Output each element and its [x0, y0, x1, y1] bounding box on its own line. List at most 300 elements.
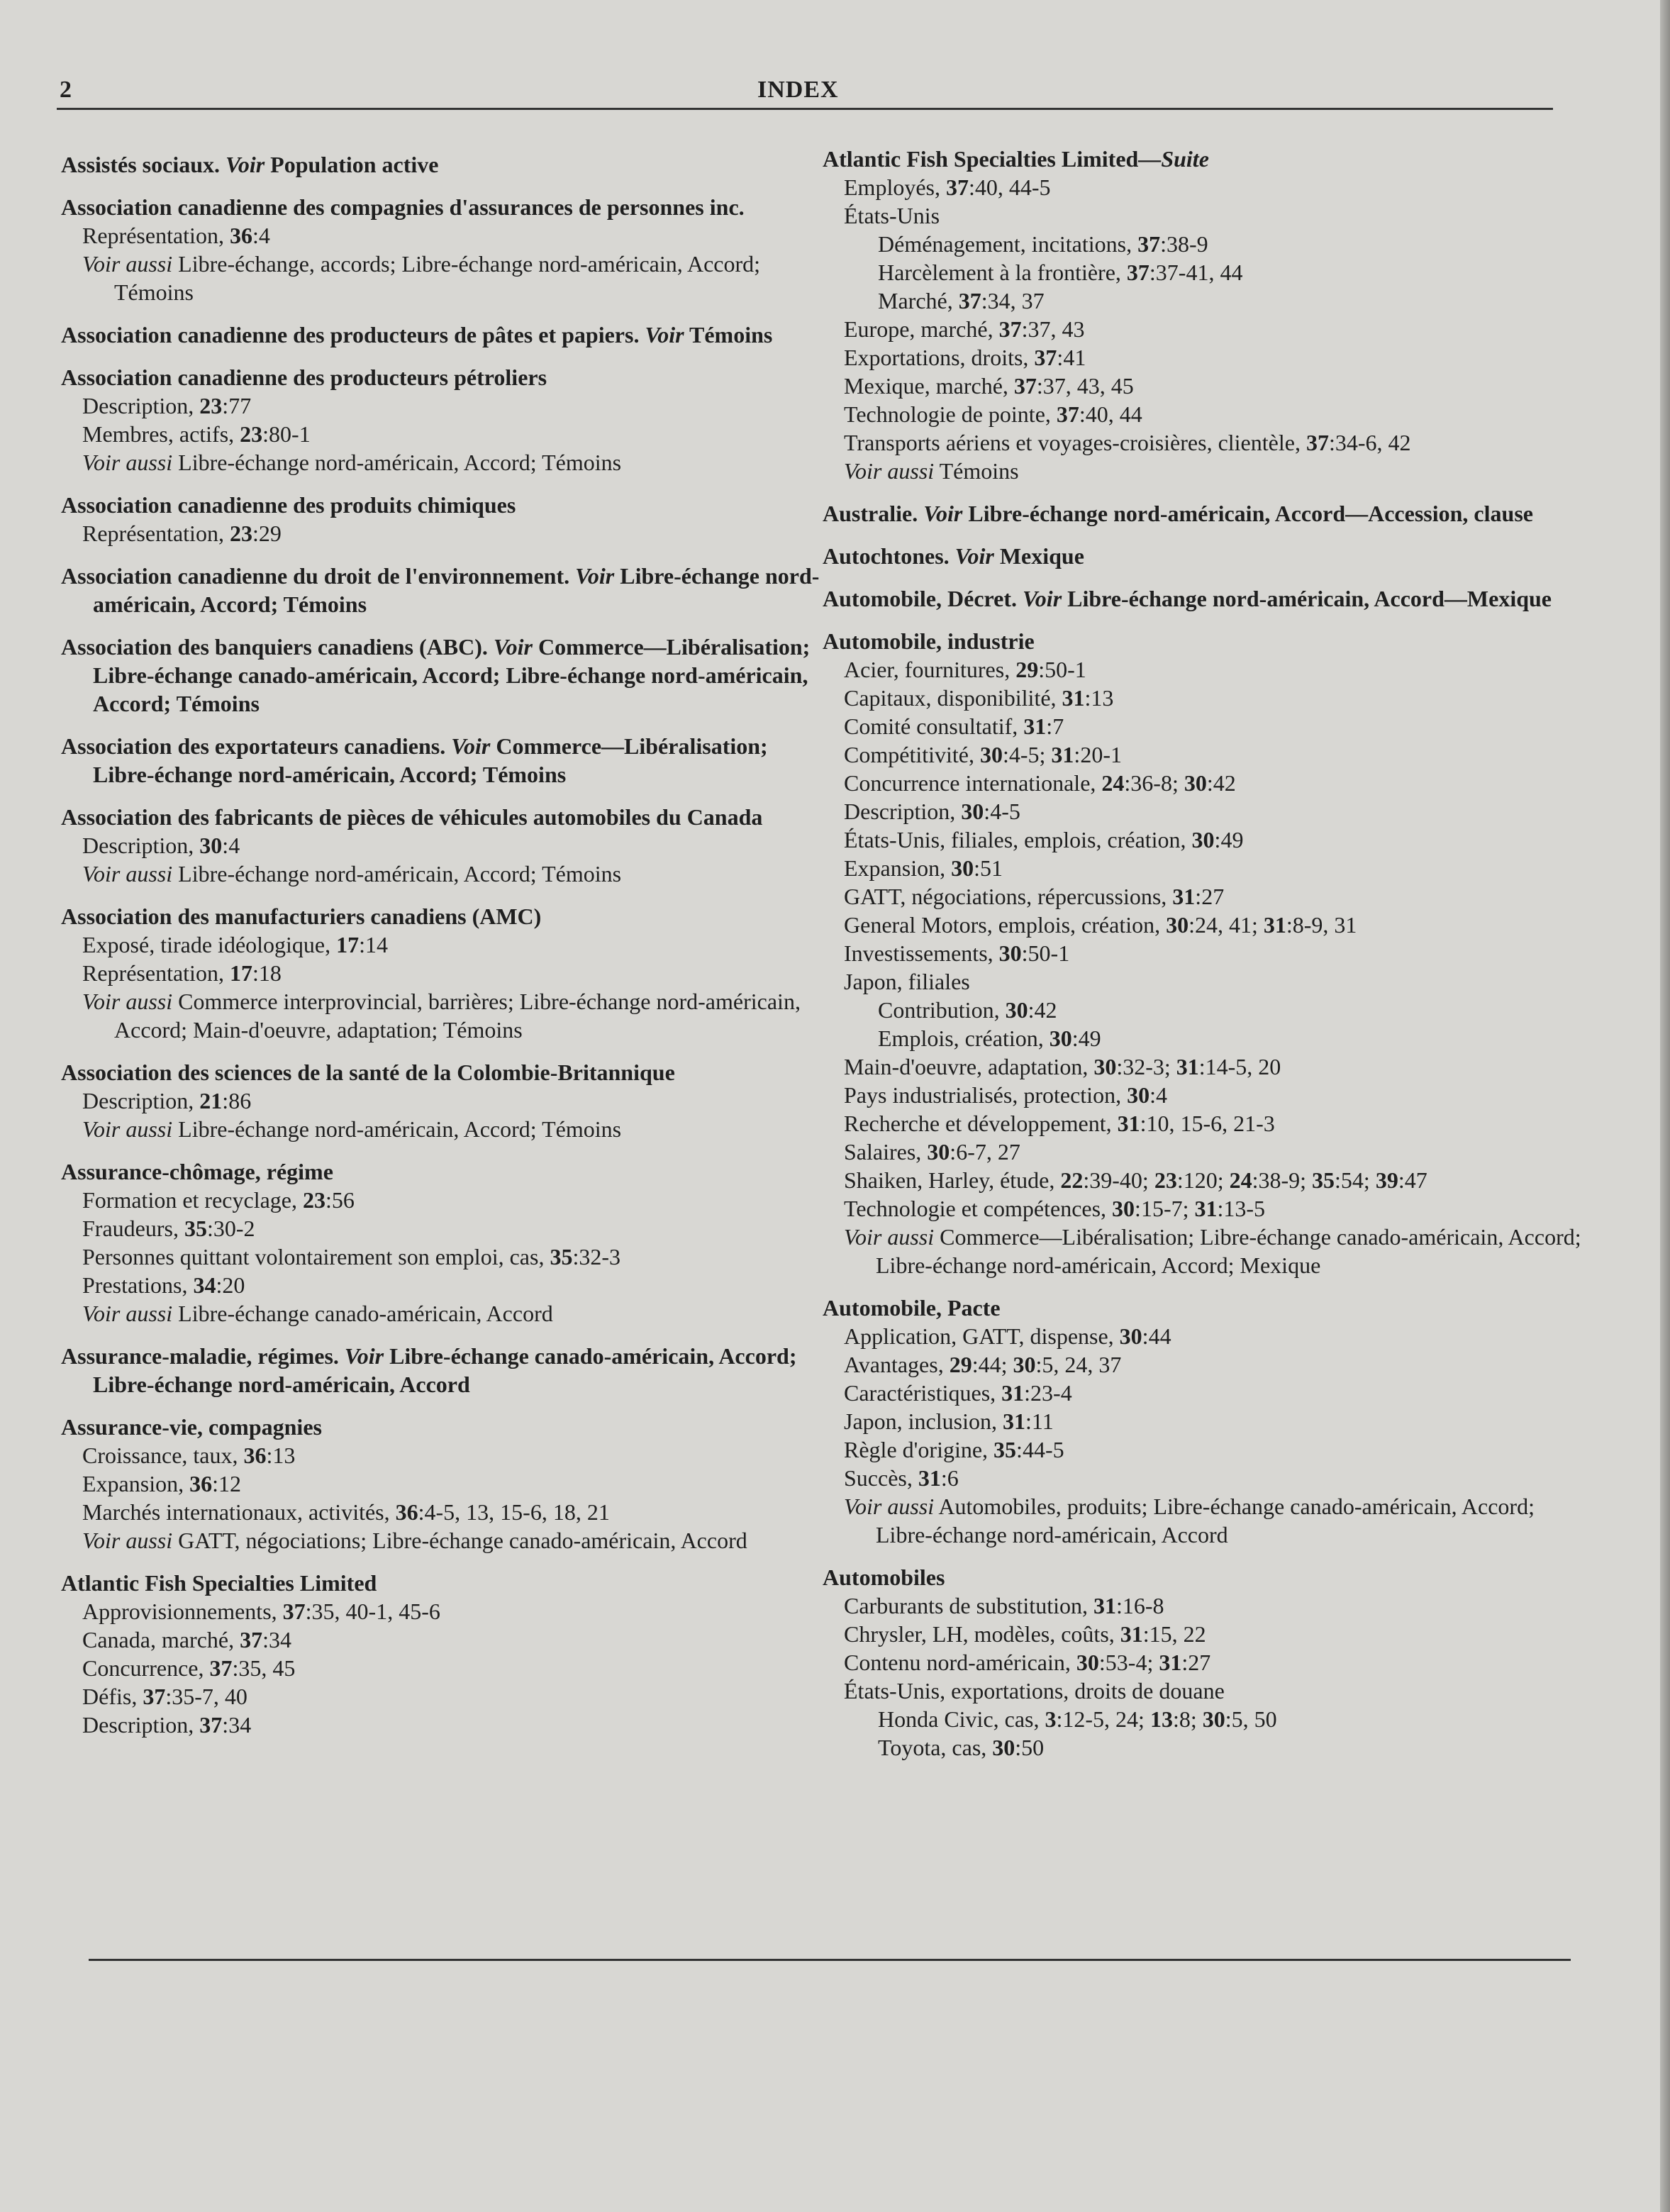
text-run: :80-1	[262, 421, 311, 447]
text-run: 23	[1154, 1167, 1177, 1193]
text-run: :47	[1398, 1167, 1427, 1193]
text-run: :27	[1195, 884, 1225, 909]
text-run: Acier, fournitures,	[844, 657, 1016, 682]
text-run: 23	[302, 1187, 325, 1213]
text-run: :20-1	[1074, 742, 1122, 767]
text-run: :50-1	[1038, 657, 1086, 682]
entry-subheading	[823, 1677, 1581, 1705]
text-run: :50-1	[1021, 940, 1070, 966]
entry-heading	[61, 1157, 823, 1186]
text-run: 35	[993, 1437, 1017, 1462]
text-run: Voir aussi	[82, 450, 173, 475]
text-run: Défis,	[82, 1684, 143, 1709]
entry-subheading	[61, 1214, 823, 1243]
text-run: Contribution,	[878, 997, 1006, 1023]
text-run: :29	[252, 521, 282, 546]
entry-heading	[823, 145, 1581, 173]
text-run: :77	[222, 393, 252, 418]
page-number: 2	[60, 77, 72, 103]
entry-subheading	[61, 1711, 823, 1739]
text-run: 31	[918, 1465, 941, 1491]
text-run: Japon, inclusion,	[844, 1408, 1003, 1434]
text-run: :35, 45	[232, 1655, 296, 1681]
entry-subsubheading	[857, 996, 1581, 1024]
text-run: 37	[1034, 345, 1057, 370]
text-run: 37	[1306, 430, 1329, 455]
text-run: :7	[1046, 713, 1064, 739]
entry-subsubheading	[857, 258, 1581, 287]
text-run: 37	[945, 174, 969, 200]
text-run: Voir	[1023, 586, 1062, 611]
text-run: Automobile, Décret.	[823, 586, 1023, 611]
text-run: 31	[1002, 1408, 1025, 1434]
entry-subheading	[61, 1243, 823, 1271]
text-run: Voir aussi	[82, 989, 173, 1014]
entry-subheading	[823, 655, 1581, 684]
entry-subheading	[823, 343, 1581, 372]
text-run: :37, 43	[1021, 316, 1085, 342]
text-run: 30	[1166, 912, 1189, 938]
text-run: Voir aussi	[844, 1224, 935, 1250]
text-run: 31	[1062, 685, 1085, 711]
text-run: 36	[229, 223, 252, 248]
text-run: 30	[961, 799, 984, 824]
entry-heading	[61, 193, 823, 221]
text-run: Description,	[82, 393, 200, 418]
text-run: États-Unis	[844, 203, 940, 228]
text-run: 34	[193, 1272, 216, 1298]
text-run: 30	[1013, 1352, 1036, 1377]
text-run: Chrysler, LH, modèles, coûts,	[844, 1621, 1120, 1647]
entry-heading	[61, 1569, 823, 1597]
text-run: Avantages,	[844, 1352, 950, 1377]
text-run: Technologie et compétences,	[844, 1196, 1113, 1221]
text-run: Représentation,	[82, 521, 230, 546]
text-run: —Suite	[1138, 146, 1209, 172]
text-run: :36-8;	[1124, 770, 1184, 796]
entry-heading	[61, 491, 823, 519]
text-run: 35	[184, 1216, 207, 1241]
index-entry	[823, 584, 1581, 613]
text-run: Déménagement, incitations,	[878, 231, 1138, 257]
text-run: Voir	[344, 1343, 384, 1369]
text-run: 36	[189, 1471, 213, 1496]
index-entry	[823, 627, 1581, 1279]
entry-subheading	[61, 1526, 823, 1555]
text-run: :13-5	[1217, 1196, 1266, 1221]
text-run: Association des fabricants de pièces de véhicules automobiles du Canada	[61, 804, 763, 830]
text-run: Carburants de substitution,	[844, 1593, 1093, 1618]
entry-heading	[61, 1413, 823, 1441]
text-run: Association des banquiers canadiens (ABC).	[61, 634, 494, 660]
text-run: Concurrence,	[82, 1655, 210, 1681]
index-column-right	[823, 145, 1581, 1776]
text-run: 31	[1001, 1380, 1025, 1406]
entry-subheading	[823, 173, 1581, 201]
text-run: 37	[240, 1627, 263, 1652]
entry-subheading	[823, 684, 1581, 712]
text-run: :15, 22	[1142, 1621, 1206, 1647]
entry-subsubheading	[857, 287, 1581, 315]
text-run: 37	[143, 1684, 166, 1709]
text-run: 30	[1202, 1706, 1225, 1732]
entry-subheading	[61, 1186, 823, 1214]
entry-subheading	[61, 1469, 823, 1498]
text-run: Transports aériens et voyages-croisières, clientèle,	[844, 430, 1306, 455]
entry-subheading	[823, 740, 1581, 769]
entry-subheading	[823, 1052, 1581, 1081]
text-run: 23	[199, 393, 223, 418]
text-run: Population active	[265, 152, 439, 177]
text-run: :34-6, 42	[1328, 430, 1411, 455]
text-run: Atlantic Fish Specialties Limited	[61, 1570, 377, 1596]
text-run: Voir	[226, 152, 265, 177]
entry-subheading	[61, 1086, 823, 1115]
text-run: 31	[1263, 912, 1286, 938]
text-run: 31	[1051, 742, 1074, 767]
entry-subheading	[823, 1194, 1581, 1223]
text-run: 24	[1101, 770, 1125, 796]
text-run: :34	[222, 1712, 252, 1738]
text-run: Voir	[451, 733, 491, 759]
text-run: Commerce—Libéralisation; Libre-échange canado-américain, Accord; Libre-échange nord-américain, Accord; Mexique	[876, 1224, 1581, 1278]
text-run: Exposé, tirade idéologique,	[82, 932, 337, 957]
text-run: Voir aussi	[82, 861, 173, 887]
entry-subheading	[823, 1379, 1581, 1407]
text-run: :32-3	[572, 1244, 620, 1269]
entry-heading	[61, 321, 823, 349]
text-run: 29	[949, 1352, 972, 1377]
entry-subheading	[823, 911, 1581, 939]
text-run: :37, 43, 45	[1036, 373, 1134, 399]
entry-subheading	[61, 1597, 823, 1625]
text-run: :13	[1084, 685, 1114, 711]
text-run: Règle d'origine,	[844, 1437, 994, 1462]
index-entry	[823, 145, 1581, 485]
text-run: 31	[1172, 884, 1196, 909]
text-run: 30	[1049, 1026, 1072, 1051]
text-run: Expansion,	[844, 855, 952, 881]
entry-subheading	[823, 400, 1581, 428]
text-run: :14	[359, 932, 389, 957]
text-run: :44-5	[1016, 1437, 1064, 1462]
text-run: 29	[1015, 657, 1039, 682]
text-run: :38-9	[1160, 231, 1208, 257]
entry-subheading	[823, 826, 1581, 854]
text-run: Assurance-chômage, régime	[61, 1159, 333, 1184]
text-run: 37	[282, 1599, 306, 1624]
index-entry	[61, 193, 823, 306]
entry-heading	[61, 803, 823, 831]
text-run: Voir aussi	[844, 458, 935, 484]
entry-subsubheading	[857, 1024, 1581, 1052]
text-run: :56	[325, 1187, 355, 1213]
text-run: Voir	[923, 501, 963, 526]
text-run: Membres, actifs,	[82, 421, 240, 447]
entry-subheading	[823, 939, 1581, 967]
text-run: 3	[1045, 1706, 1057, 1732]
entry-subheading	[823, 1435, 1581, 1464]
text-run: :8-9, 31	[1286, 912, 1357, 938]
entry-heading	[823, 542, 1581, 570]
text-run: Recherche et développement,	[844, 1111, 1118, 1136]
entry-subheading	[61, 1625, 823, 1654]
text-run: Application, GATT, dispense,	[844, 1323, 1120, 1349]
entry-subheading	[823, 315, 1581, 343]
entry-subheading	[61, 519, 823, 548]
entry-subheading	[823, 1081, 1581, 1109]
text-run: Exportations, droits,	[844, 345, 1035, 370]
index-entry	[61, 321, 823, 349]
text-run: General Motors, emplois, création,	[844, 912, 1167, 938]
text-run: 30	[992, 1735, 1015, 1760]
text-run: Libre-échange, accords; Libre-échange nord-américain, Accord; Témoins	[114, 251, 761, 305]
text-run: :6	[940, 1465, 959, 1491]
text-run: Description,	[82, 1712, 200, 1738]
text-run: :14-5, 20	[1198, 1054, 1281, 1079]
entry-subheading	[61, 1682, 823, 1711]
text-run: Investissements,	[844, 940, 999, 966]
text-run: Compétitivité,	[844, 742, 980, 767]
text-run: :5, 50	[1225, 1706, 1277, 1732]
text-run: Technologie de pointe,	[844, 401, 1057, 427]
text-run: Assurance-maladie, régimes.	[61, 1343, 345, 1369]
text-run: 30	[1184, 770, 1207, 796]
entry-subheading	[823, 1166, 1581, 1194]
text-run: :35-7, 40	[165, 1684, 247, 1709]
text-run: Autochtones.	[823, 543, 955, 569]
text-run: :32-3;	[1116, 1054, 1176, 1079]
text-run: Témoins	[684, 322, 773, 348]
text-run: 37	[998, 316, 1022, 342]
text-run: 37	[1137, 231, 1161, 257]
text-run: Mexique	[993, 543, 1084, 569]
entry-subheading	[823, 1138, 1581, 1166]
entry-heading	[61, 562, 823, 618]
text-run: :42	[1028, 997, 1057, 1023]
text-run: Fraudeurs,	[82, 1216, 184, 1241]
entry-subheading	[823, 1350, 1581, 1379]
text-run: Description,	[82, 1088, 200, 1113]
text-run: GATT, négociations, répercussions,	[844, 884, 1173, 909]
text-run: :34, 37	[981, 288, 1045, 313]
text-run: :4-5, 13, 15-6, 18, 21	[418, 1499, 610, 1525]
text-run: 30	[979, 742, 1003, 767]
text-run: Employés,	[844, 174, 946, 200]
entry-subheading	[61, 1441, 823, 1469]
entry-subheading	[61, 1115, 823, 1143]
text-run: 31	[1093, 1593, 1116, 1618]
text-run: 30	[1093, 1054, 1117, 1079]
text-run: Voir aussi	[82, 1301, 173, 1326]
text-run: :54;	[1335, 1167, 1376, 1193]
text-run: Association canadienne du droit de l'environnement.	[61, 563, 576, 589]
entry-subheading	[823, 1648, 1581, 1677]
entry-subheading	[823, 1591, 1581, 1620]
text-run: :49	[1214, 827, 1244, 852]
entry-heading	[823, 1294, 1581, 1322]
text-run: :16-8	[1115, 1593, 1164, 1618]
text-run: 17	[336, 932, 360, 957]
index-entry	[61, 902, 823, 1044]
text-run: 36	[243, 1443, 267, 1468]
entry-heading	[61, 1342, 823, 1399]
text-run: Comité consultatif,	[844, 713, 1024, 739]
entry-heading	[823, 584, 1581, 613]
entry-subheading	[823, 428, 1581, 457]
text-run: Formation et recyclage,	[82, 1187, 303, 1213]
text-run: Voir	[645, 322, 684, 348]
footer-rule	[89, 1959, 1571, 1961]
text-run: Honda Civic, cas,	[878, 1706, 1045, 1732]
text-run: Croissance, taux,	[82, 1443, 244, 1468]
text-run: Association canadienne des compagnies d'assurances de personnes inc.	[61, 194, 745, 220]
text-run: :6-7, 27	[950, 1139, 1020, 1165]
entry-subheading	[823, 797, 1581, 826]
text-run: Association des sciences de la santé de la Colombie-Britannique	[61, 1060, 675, 1085]
entry-subheading	[823, 769, 1581, 797]
index-entry	[61, 363, 823, 477]
entry-subheading	[61, 959, 823, 987]
text-run: Libre-échange nord-américain, Accord; Témoins	[172, 1116, 622, 1142]
entry-subheading	[823, 1407, 1581, 1435]
text-run: Assurance-vie, compagnies	[61, 1414, 322, 1440]
entry-subheading	[823, 372, 1581, 400]
text-run: 17	[229, 960, 252, 986]
entry-subheading	[823, 1492, 1581, 1549]
index-column-left	[61, 150, 823, 1753]
text-run: 30	[1191, 827, 1215, 852]
text-run: :35, 40-1, 45-6	[305, 1599, 440, 1624]
text-run: Description,	[844, 799, 962, 824]
text-run: 30	[951, 855, 974, 881]
text-run: Toyota, cas,	[878, 1735, 993, 1760]
text-run: 22	[1060, 1167, 1084, 1193]
index-entry	[61, 1157, 823, 1328]
text-run: :4-5	[984, 799, 1020, 824]
text-run: :27	[1181, 1650, 1211, 1675]
text-run: 23	[240, 421, 263, 447]
entry-subheading	[823, 882, 1581, 911]
text-run: :30-2	[206, 1216, 255, 1241]
text-run: Expansion,	[82, 1471, 190, 1496]
text-run: :86	[222, 1088, 252, 1113]
text-run: Voir	[575, 563, 615, 589]
entry-subheading	[61, 987, 823, 1044]
text-run: Capitaux, disponibilité,	[844, 685, 1062, 711]
entry-heading	[823, 627, 1581, 655]
text-run: 31	[1023, 713, 1047, 739]
entry-heading	[61, 633, 823, 718]
header-rule	[57, 108, 1553, 110]
text-run: 30	[927, 1139, 950, 1165]
text-run: 30	[1127, 1082, 1150, 1108]
entry-subheading	[61, 420, 823, 448]
text-run: Main-d'oeuvre, adaptation,	[844, 1054, 1094, 1079]
text-run: :53-4;	[1098, 1650, 1159, 1675]
text-run: Témoins	[934, 458, 1019, 484]
text-run: :4	[222, 833, 240, 858]
text-run: Australie.	[823, 501, 924, 526]
text-run: :38-9;	[1252, 1167, 1313, 1193]
text-run: :15-7;	[1135, 1196, 1195, 1221]
text-run: :120;	[1176, 1167, 1230, 1193]
text-run: :42	[1206, 770, 1236, 796]
text-run: 31	[1194, 1196, 1218, 1221]
entry-subheading	[823, 201, 1581, 230]
text-run: 37	[958, 288, 981, 313]
text-run: :13	[266, 1443, 296, 1468]
text-run: Concurrence internationale,	[844, 770, 1102, 796]
index-entry	[61, 1058, 823, 1143]
entry-subsubheading	[857, 1705, 1581, 1733]
text-run: :20	[216, 1272, 245, 1298]
text-run: Libre-échange nord-américain, Accord—Mexique	[1062, 586, 1552, 611]
entry-heading	[61, 363, 823, 391]
text-run: 23	[229, 521, 252, 546]
text-run: Voir aussi	[844, 1494, 935, 1519]
text-run: Libre-échange canado-américain, Accord	[172, 1301, 553, 1326]
text-run: 37	[1126, 260, 1149, 285]
index-entry	[61, 1342, 823, 1399]
text-run: :49	[1071, 1026, 1101, 1051]
text-run: 31	[1117, 1111, 1140, 1136]
index-entry	[823, 542, 1581, 570]
text-run: :4-5;	[1002, 742, 1052, 767]
entry-subheading	[61, 831, 823, 860]
entry-subheading	[61, 1498, 823, 1526]
text-run: États-Unis, exportations, droits de douane	[844, 1678, 1225, 1704]
text-run: Approvisionnements,	[82, 1599, 283, 1624]
entry-subheading	[61, 1271, 823, 1299]
text-run: 31	[1176, 1054, 1199, 1079]
text-run: Assistés sociaux.	[61, 152, 226, 177]
text-run: :40, 44	[1079, 401, 1142, 427]
text-run: Emplois, création,	[878, 1026, 1050, 1051]
text-run: Libre-échange nord-américain, Accord; Témoins	[172, 450, 622, 475]
index-entry	[61, 633, 823, 718]
entry-heading	[61, 150, 823, 179]
text-run: Marché,	[878, 288, 959, 313]
text-run: :34	[262, 1627, 291, 1652]
text-run: :12-5, 24;	[1056, 1706, 1150, 1732]
text-run: 21	[199, 1088, 223, 1113]
text-run: Représentation,	[82, 960, 230, 986]
text-run: Voir aussi	[82, 251, 173, 277]
page-binding-shadow	[1660, 0, 1670, 2212]
text-run: 35	[1312, 1167, 1335, 1193]
index-entry	[823, 1563, 1581, 1762]
text-run: Canada, marché,	[82, 1627, 240, 1652]
text-run: :24, 41;	[1189, 912, 1264, 938]
entry-subheading	[61, 1299, 823, 1328]
index-entry	[61, 1413, 823, 1555]
entry-subheading	[823, 457, 1581, 485]
text-run: Association des manufacturiers canadiens (AMC)	[61, 904, 542, 929]
entry-heading	[823, 1563, 1581, 1591]
text-run: Europe, marché,	[844, 316, 999, 342]
text-run: Salaires,	[844, 1139, 928, 1165]
index-entry	[61, 562, 823, 618]
text-run: Caractéristiques,	[844, 1380, 1002, 1406]
index-entry	[61, 1569, 823, 1739]
index-entry	[823, 1294, 1581, 1549]
text-run: Personnes quittant volontairement son emploi, cas,	[82, 1244, 550, 1269]
entry-subsubheading	[857, 230, 1581, 258]
text-run: Harcèlement à la frontière,	[878, 260, 1127, 285]
text-run: Association canadienne des producteurs de pâtes et papiers.	[61, 322, 645, 348]
text-run: 30	[199, 833, 223, 858]
